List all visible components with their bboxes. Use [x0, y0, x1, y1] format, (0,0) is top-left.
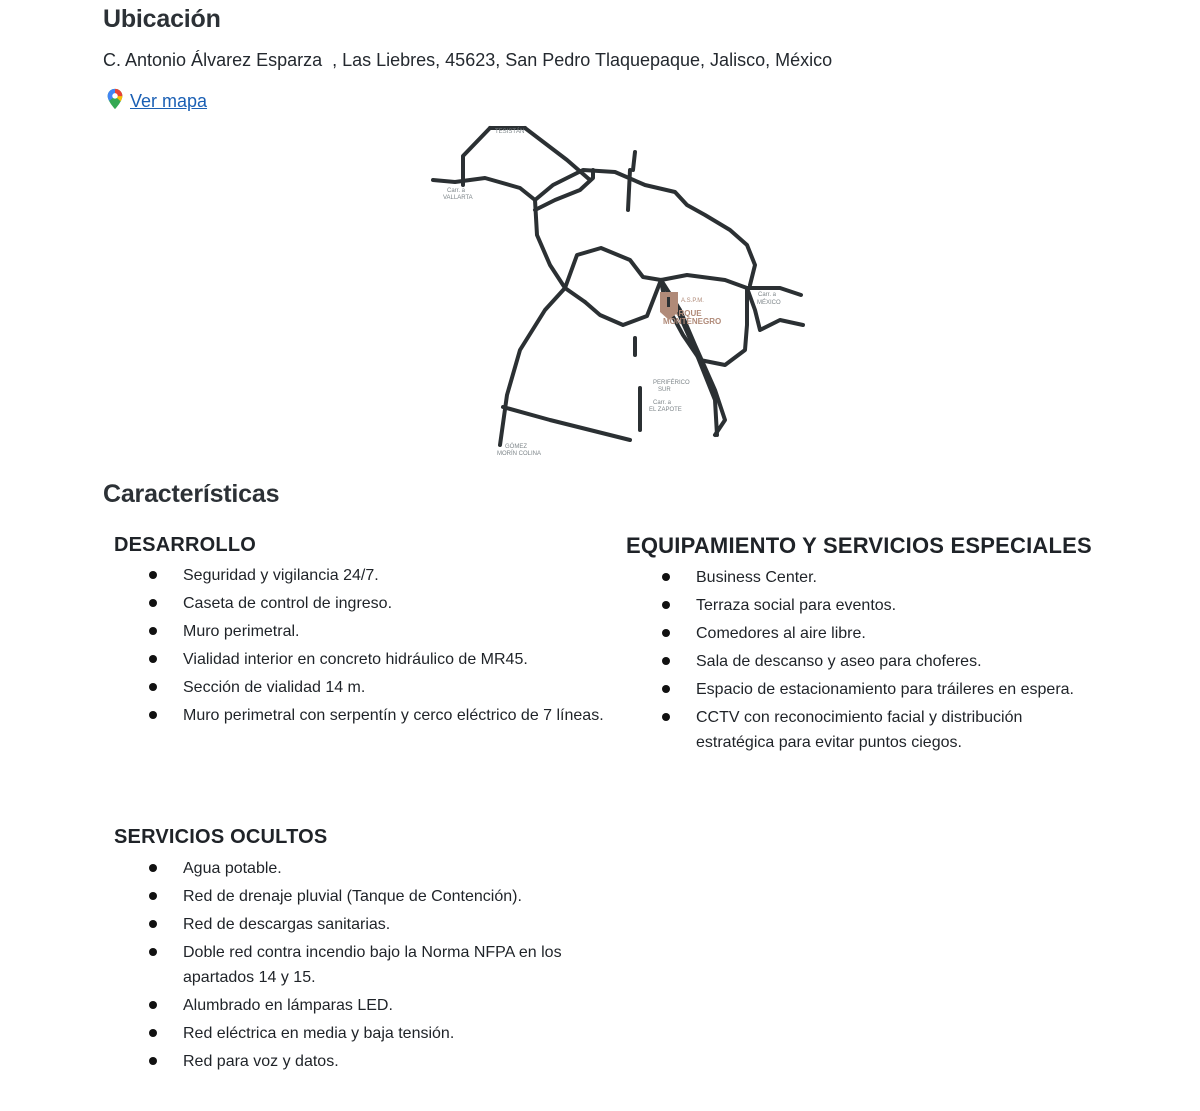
- list-item: Agua potable.: [149, 856, 609, 881]
- development-heading: DESARROLLO: [114, 534, 256, 556]
- map-label-zapote-2: EL ZAPOTE: [649, 407, 682, 413]
- list-item: Sala de descanso y aseo para choferes.: [662, 649, 1082, 674]
- map-label-mexico-2: MÉXICO: [757, 300, 781, 306]
- list-item: Comedores al aire libre.: [662, 621, 1082, 646]
- map-label-tesistan: TESISTÁN: [495, 129, 525, 135]
- list-item: Red para voz y datos.: [149, 1049, 609, 1074]
- list-item: CCTV con reconocimiento facial y distribución estratégica para evitar puntos ciegos.: [662, 705, 1082, 755]
- map-marker-text: A.S.P.M.: [681, 298, 704, 304]
- list-item: Doble red contra incendio bajo la Norma NFPA en los apartados 14 y 15.: [149, 940, 609, 990]
- view-map-link[interactable]: Ver mapa: [130, 91, 208, 111]
- google-maps-pin-icon[interactable]: [106, 88, 124, 110]
- list-item: Red eléctrica en media y baja tensión.: [149, 1021, 609, 1046]
- list-item: Red de drenaje pluvial (Tanque de Contención).: [149, 884, 609, 909]
- features-heading: Características: [103, 480, 280, 508]
- map-label-parque: PARQUE: [668, 309, 702, 318]
- map-link-row[interactable]: [106, 85, 207, 112]
- equipment-list: [662, 565, 1082, 758]
- list-item: Seguridad y vigilancia 24/7.: [149, 563, 609, 588]
- map-label-periferico-1: PERIFÉRICO: [653, 380, 690, 386]
- list-item: Muro perimetral.: [149, 619, 609, 644]
- map-label-periferico-2: SUR: [658, 387, 671, 393]
- map-label-gomez-1: GÓMEZ: [505, 444, 527, 450]
- location-map: [425, 120, 815, 460]
- map-label-montenegro: MONTENEGRO: [663, 317, 722, 326]
- equipment-heading: EQUIPAMIENTO Y SERVICIOS ESPECIALES: [626, 533, 1092, 558]
- map-label-mexico-1: Carr. a: [758, 292, 777, 298]
- map-label-gomez-2: MORÍN COLINA: [497, 451, 542, 457]
- map-roads: [433, 128, 803, 445]
- hidden-services-heading: SERVICIOS OCULTOS: [114, 826, 328, 848]
- list-item: Business Center.: [662, 565, 1082, 590]
- list-item: Alumbrado en lámparas LED.: [149, 993, 609, 1018]
- location-heading: Ubicación: [103, 5, 221, 33]
- list-item: Espacio de estacionamiento para tráileres en espera.: [662, 677, 1082, 702]
- parque-montenegro-marker: [660, 292, 721, 326]
- address-text: C. Antonio Álvarez Esparza , Las Liebres, 45623, San Pedro Tlaquepaque, Jalisco, México: [103, 50, 833, 70]
- list-item: Caseta de control de ingreso.: [149, 591, 609, 616]
- list-item: Red de descargas sanitarias.: [149, 912, 609, 937]
- list-item: Sección de vialidad 14 m.: [149, 675, 609, 700]
- list-item: Terraza social para eventos.: [662, 593, 1082, 618]
- development-list: [149, 563, 609, 731]
- map-label-vallarta-1: Carr. a: [447, 188, 466, 194]
- list-item: Vialidad interior en concreto hidráulico de MR45.: [149, 647, 609, 672]
- list-item: Muro perimetral con serpentín y cerco eléctrico de 7 líneas.: [149, 703, 609, 728]
- map-label-vallarta-2: VALLARTA: [443, 195, 473, 201]
- hidden-services-list: [149, 856, 609, 1077]
- map-labels: [443, 128, 781, 457]
- map-label-zapote-1: Carr. a: [653, 400, 672, 406]
